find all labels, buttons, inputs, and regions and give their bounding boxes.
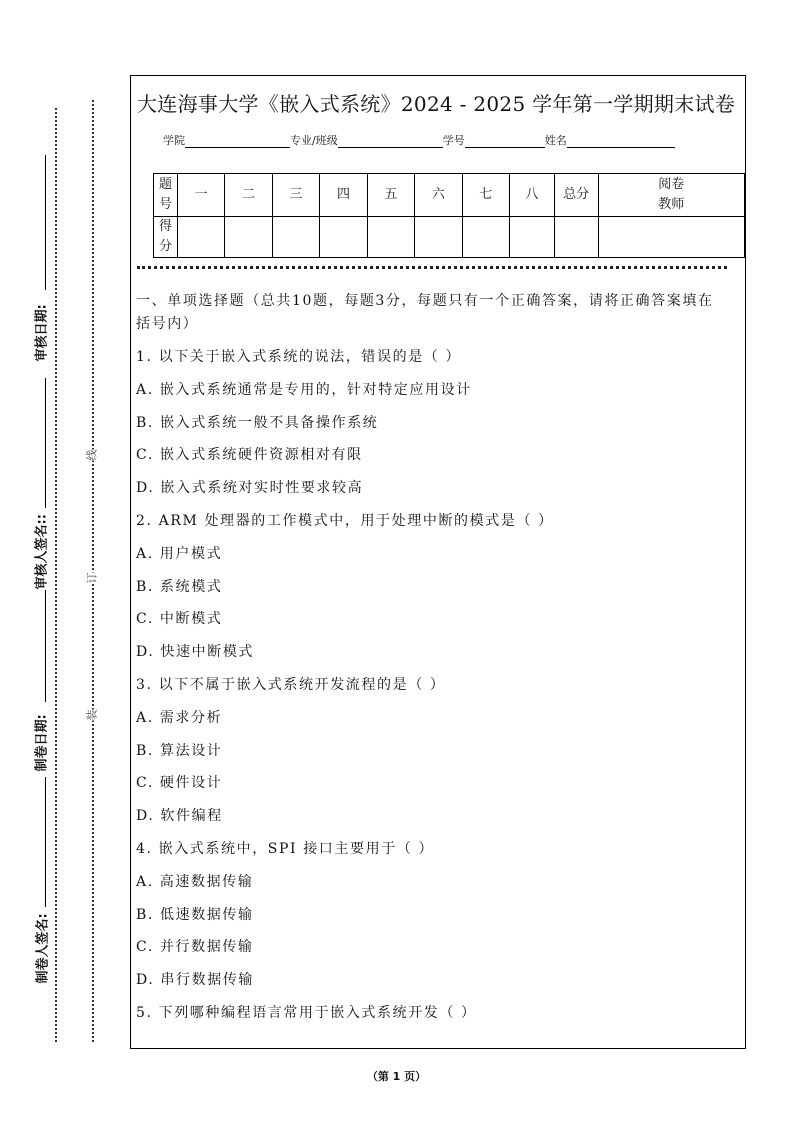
instructions-line: 括号内） bbox=[136, 316, 199, 332]
answer-option: B. 系统模式 bbox=[136, 578, 223, 595]
page-number: （第 1 页） bbox=[366, 1070, 427, 1083]
answer-option: C. 中断模式 bbox=[136, 611, 223, 628]
preparer-signature-label: 制卷人签名: bbox=[35, 913, 51, 984]
grader-header: 阅卷 教师 bbox=[598, 174, 744, 217]
major-class-field[interactable] bbox=[338, 135, 443, 148]
question-section bbox=[136, 290, 714, 1030]
score-cell[interactable] bbox=[462, 217, 509, 258]
answer-option: B. 低速数据传输 bbox=[136, 906, 254, 923]
reviewer-signature-label: 审核人签名:: bbox=[34, 514, 50, 590]
signature-underline bbox=[45, 378, 46, 508]
col-header: 四 bbox=[320, 174, 367, 217]
answer-option: C. 并行数据传输 bbox=[136, 939, 254, 956]
student-id-label: 学号 bbox=[442, 134, 465, 147]
score-cell[interactable] bbox=[320, 217, 367, 258]
cut-mark-staple: 装 bbox=[85, 709, 99, 721]
separator-dotted-line bbox=[137, 266, 727, 269]
answer-option: B. 嵌入式系统一般不具备操作系统 bbox=[136, 414, 379, 431]
name-field[interactable] bbox=[567, 135, 675, 148]
score-cell[interactable] bbox=[272, 217, 319, 258]
question-stem: 4. 嵌入式系统中，SPI 接口主要用于（ ） bbox=[136, 840, 435, 857]
signature-underline bbox=[45, 777, 46, 907]
question-stem: 5. 下列哪种编程语言常用于嵌入式系统开发（ ） bbox=[136, 1004, 477, 1021]
answer-option: D. 嵌入式系统对实时性要求较高 bbox=[136, 480, 364, 497]
question-stem: 1. 以下关于嵌入式系统的说法，错误的是（ ） bbox=[136, 349, 462, 365]
major-class-label: 专业/班级 bbox=[290, 134, 338, 147]
question-number-header: 题 号 bbox=[154, 174, 178, 217]
score-table bbox=[153, 173, 745, 258]
exam-frame bbox=[130, 75, 746, 1049]
answer-option: D. 快速中断模式 bbox=[136, 644, 255, 661]
answer-option: C. 硬件设计 bbox=[136, 775, 223, 792]
score-cell[interactable] bbox=[554, 217, 598, 258]
answer-option: B. 算法设计 bbox=[136, 742, 223, 759]
student-info-line bbox=[163, 132, 675, 148]
col-header: 七 bbox=[462, 174, 509, 217]
answer-option: A. 需求分析 bbox=[136, 709, 223, 726]
answer-option: A. 用户模式 bbox=[136, 545, 223, 562]
total-header: 总分 bbox=[554, 174, 598, 217]
question-stem: 3. 以下不属于嵌入式系统开发流程的是（ ） bbox=[136, 676, 446, 693]
answer-option: A. 嵌入式系统通常是专用的，针对特定应用设计 bbox=[136, 381, 472, 398]
answer-option: C. 嵌入式系统硬件资源相对有限 bbox=[136, 447, 363, 464]
section-instructions bbox=[136, 290, 714, 336]
instructions-line: 一、单项选择题（总共10题，每题3分，每题只有一个正确答案，请将正确答案填在 bbox=[136, 293, 714, 309]
student-id-field[interactable] bbox=[465, 135, 545, 148]
score-cell[interactable] bbox=[415, 217, 462, 258]
score-cell[interactable] bbox=[598, 217, 744, 258]
cut-mark-line: 线 bbox=[85, 449, 99, 461]
review-date-label: 审核日期: bbox=[34, 304, 50, 362]
college-field[interactable] bbox=[185, 135, 290, 148]
preparation-date-label: 制卷日期: bbox=[34, 714, 50, 772]
col-header: 六 bbox=[415, 174, 462, 217]
college-label: 学院 bbox=[163, 134, 185, 147]
binding-dotted-line-inner bbox=[92, 100, 94, 1042]
binding-dotted-line-outer bbox=[55, 108, 57, 1042]
col-header: 三 bbox=[272, 174, 319, 217]
cut-mark-bind: 订 bbox=[85, 572, 99, 584]
name-label: 姓名 bbox=[544, 134, 567, 147]
col-header: 二 bbox=[225, 174, 272, 217]
exam-title: 大连海事大学《嵌入式系统》2024 - 2025 学年第一学期期末试卷 bbox=[137, 92, 736, 116]
col-header: 一 bbox=[177, 174, 224, 217]
score-row-label: 得 分 bbox=[154, 217, 178, 258]
answer-option: D. 串行数据传输 bbox=[136, 972, 255, 989]
signature-underline bbox=[45, 590, 46, 702]
score-cell[interactable] bbox=[225, 217, 272, 258]
score-cell[interactable] bbox=[177, 217, 224, 258]
signature-underline bbox=[45, 155, 46, 290]
col-header: 八 bbox=[510, 174, 555, 217]
answer-option: A. 高速数据传输 bbox=[136, 873, 254, 890]
question-stem: 2. ARM 处理器的工作模式中，用于处理中断的模式是（ ） bbox=[136, 512, 554, 529]
col-header: 五 bbox=[367, 174, 414, 217]
score-cell[interactable] bbox=[367, 217, 414, 258]
score-cell[interactable] bbox=[510, 217, 555, 258]
answer-option: D. 软件编程 bbox=[136, 808, 223, 825]
